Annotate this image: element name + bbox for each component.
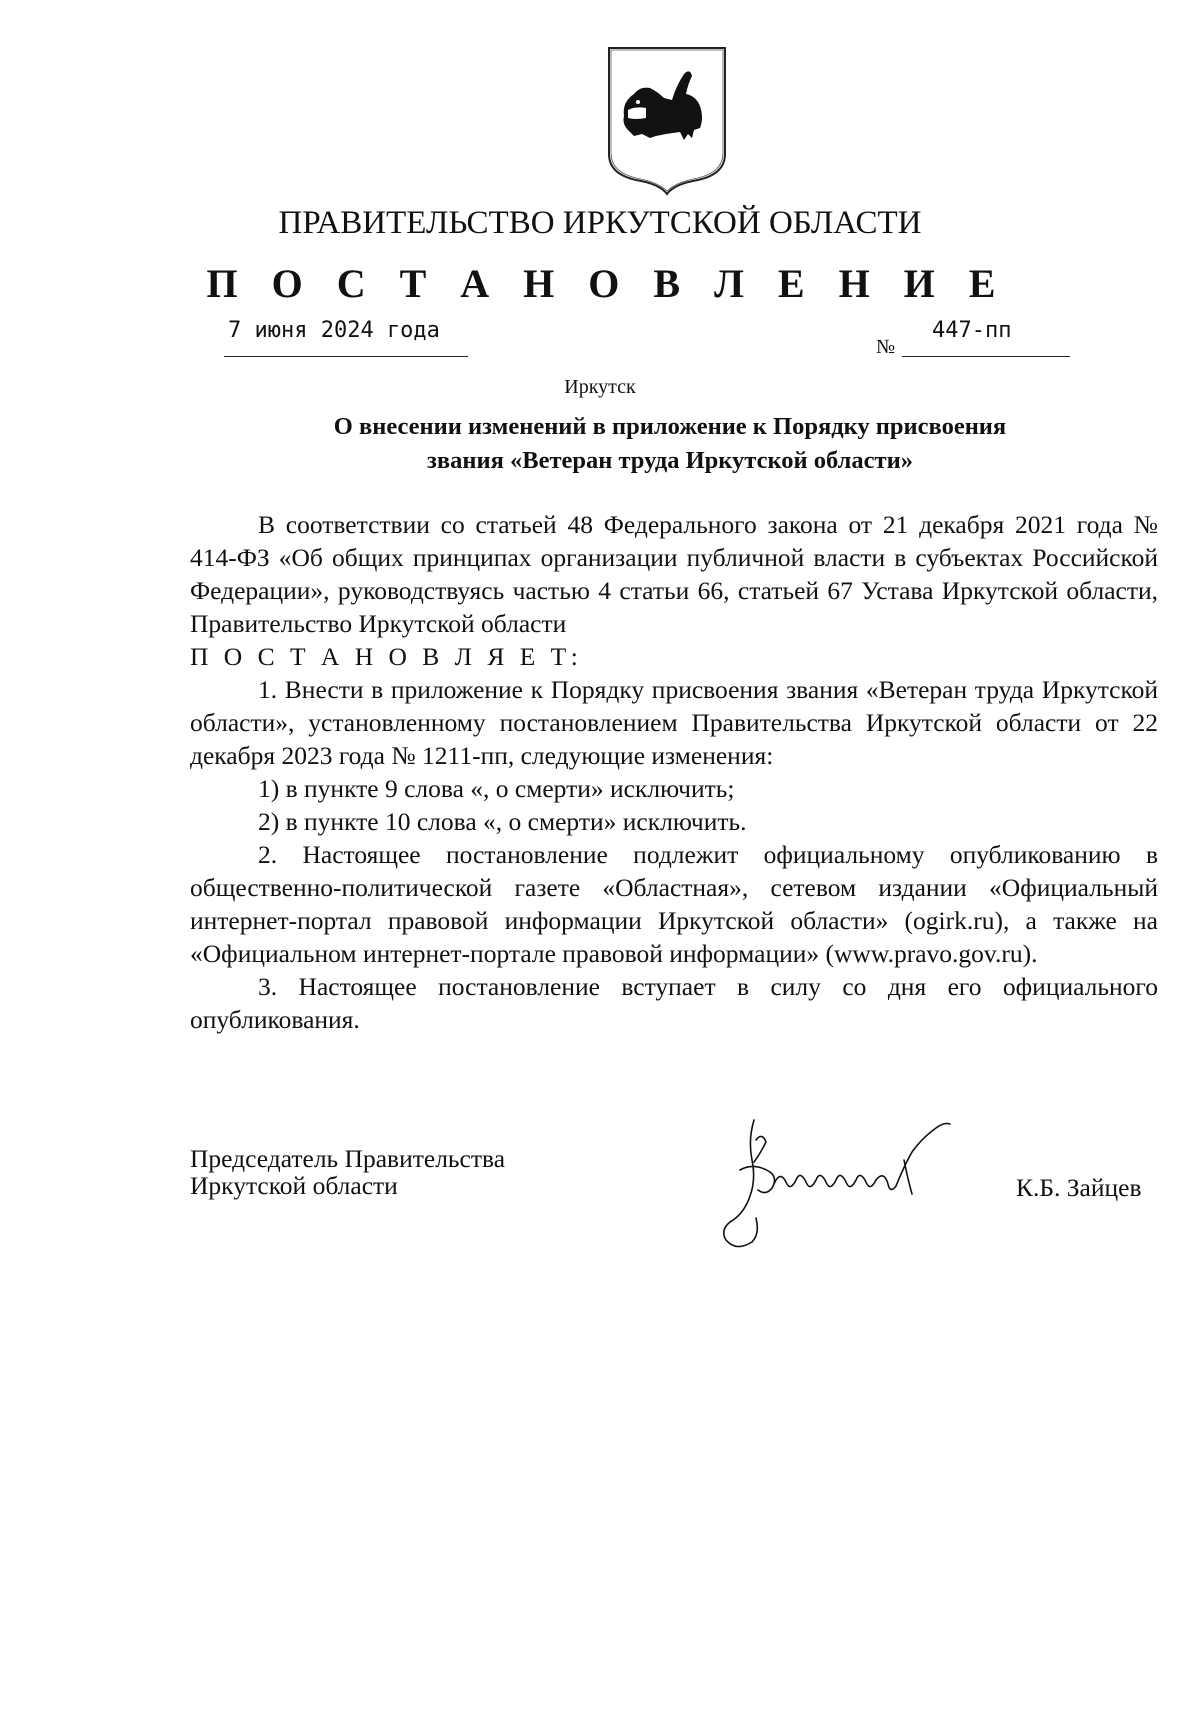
handwritten-signature (700, 1110, 990, 1260)
number-field (902, 318, 1070, 357)
item-3-paragraph: 3. Настоящее постановление вступает в силу со дня его официального опубликования. (190, 972, 1158, 1034)
number-sign: № (876, 336, 896, 358)
title-line-2: звания «Ветеран труда Иркутской области» (427, 447, 913, 474)
resolves-heading: П О С Т А Н О В Л Я Е Т: (190, 642, 583, 671)
date-field (224, 318, 468, 357)
signatory-position-line-1: Председатель Правительства (190, 1144, 506, 1173)
document-title (0, 410, 1200, 478)
document-type: П О С Т А Н О В Л Е Н И Е (206, 261, 1008, 306)
signatory-name: К.Б. Зайцев (1016, 1173, 1142, 1202)
signatory-position-line-2: Иркутской области (190, 1171, 398, 1200)
document-date: 7 июня 2024 года (228, 318, 440, 343)
coat-of-arms-icon (606, 46, 728, 196)
title-line-1: О внесении изменений в приложение к Порядку присвоения (333, 413, 1007, 440)
document-body (190, 508, 1158, 1036)
item-1-paragraph: 1. Внести в приложение к Порядку присвоения звания «Ветеран труда Иркутской области», установленному постановлением Правительства Иркутской области от 22 декабря 2023 года № 1211-пп, следующие изменения: (190, 675, 1158, 770)
signatory-position (190, 1145, 505, 1199)
document-number: 447-пп (932, 318, 1012, 343)
item-2-paragraph: 2. Настоящее постановление подлежит официальному опубликованию в общественно-политической газете «Областная», сетевом издании «Официальный интернет-портал правовой информации Иркутской области» (ogirk.ru), а также на «Официальном интернет-портале правовой информации» (www.pravo.gov.ru). (190, 840, 1158, 968)
government-name: ПРАВИТЕЛЬСТВО ИРКУТСКОЙ ОБЛАСТИ (278, 205, 922, 241)
preamble-paragraph: В соответствии со статьей 48 Федерального закона от 21 декабря 2021 года № 414-ФЗ «Об общих принципах организации публичной власти в субъектах Российской Федерации», руководствуясь частью 4 статьи 66, статьей 67 Устава Иркутской области, Правительство Иркутской области (190, 510, 1158, 638)
item-1-subitem-2: 2) в пункте 10 слова «, о смерти» исключить. (258, 807, 747, 836)
item-1-subitem-1: 1) в пункте 9 слова «, о смерти» исключить; (258, 774, 735, 803)
city: Иркутск (564, 376, 636, 398)
